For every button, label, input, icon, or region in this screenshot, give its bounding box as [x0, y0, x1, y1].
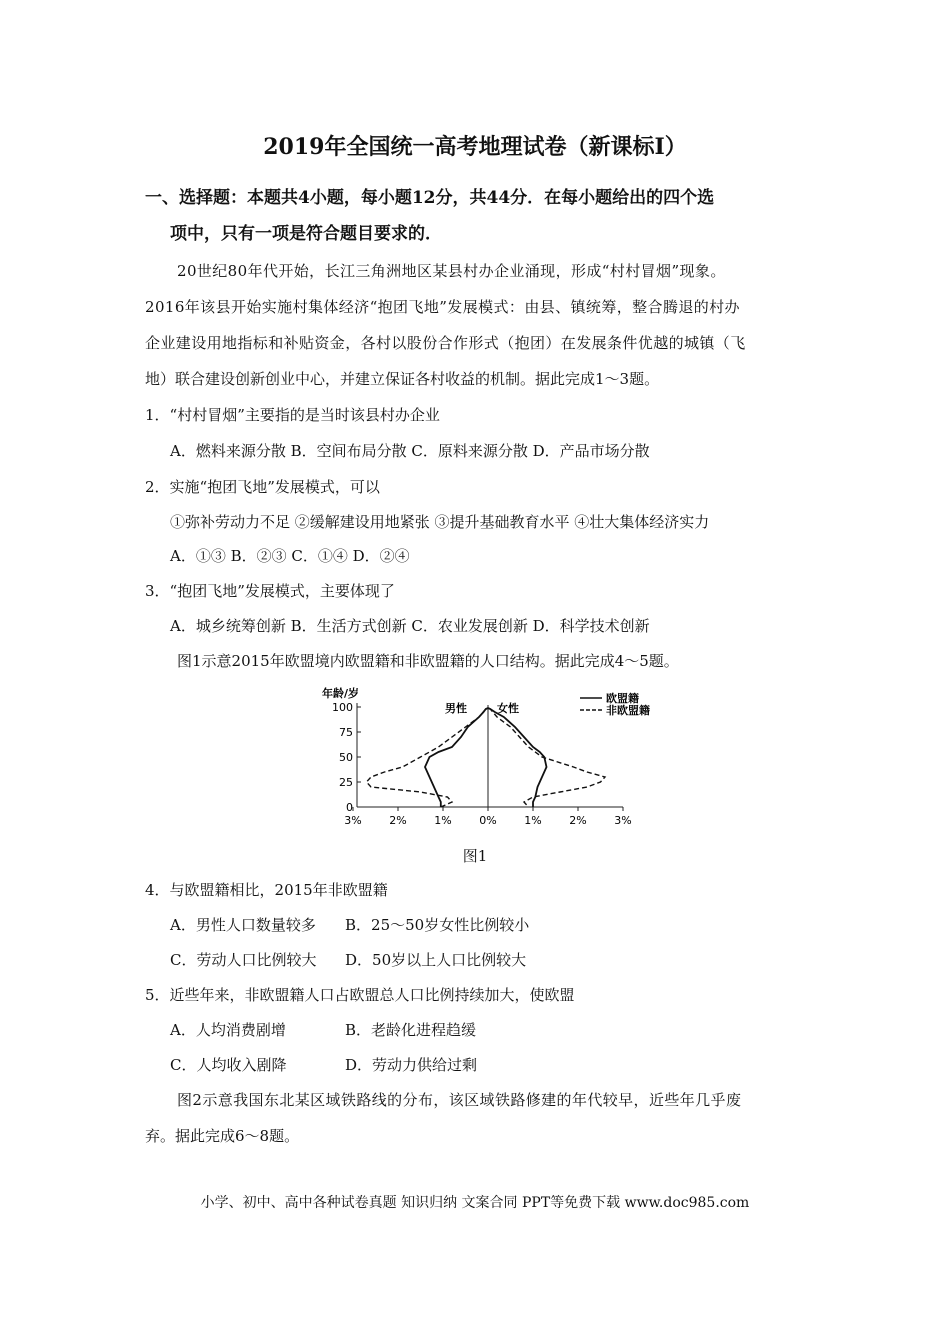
question-1-stem: 1．“村村冒烟”主要指的是当时该县村办企业	[145, 406, 440, 424]
x-tick-label: 0%	[479, 814, 497, 827]
x-tick-label: 3%	[614, 814, 632, 827]
y-axis-label: 年龄/岁	[322, 687, 360, 700]
question-4-option-c: C．劳动人口比例较大	[170, 951, 317, 969]
passage3-line2: 弃。据此完成6～8题。	[145, 1127, 300, 1145]
y-tick-label: 50	[339, 751, 353, 764]
question-5-option-a: A．人均消费剧增	[170, 1021, 286, 1039]
female-label: 女性	[497, 702, 519, 715]
legend-label: 欧盟籍	[606, 692, 639, 705]
x-tick-label: 2%	[569, 814, 587, 827]
question-4-option-a: A．男性人口数量较多	[170, 916, 316, 934]
question-2-stem: 2．实施“抱团飞地”发展模式，可以	[145, 478, 380, 496]
question-5-option-b: B．老龄化进程趋缓	[345, 1021, 477, 1039]
question-2-options: A．①③ B．②③ C．①④ D．②④	[170, 547, 410, 565]
question-5-option-c: C．人均收入剧降	[170, 1056, 287, 1074]
question-2-items: ①弥补劳动力不足 ②缓解建设用地紧张 ③提升基础教育水平 ④壮大集体经济实力	[170, 513, 710, 531]
question-5-option-d: D．劳动力供给过剩	[345, 1056, 478, 1074]
page-title: 2019年全国统一高考地理试卷（新课标Ⅰ）	[263, 134, 687, 160]
question-4-option-b: B．25～50岁女性比例较小	[345, 916, 530, 934]
y-tick-label: 100	[332, 701, 353, 714]
question-1-options: A．燃料来源分散 B．空间布局分散 C．原料来源分散 D．产品市场分散	[170, 442, 650, 460]
y-tick-label: 25	[339, 776, 353, 789]
passage1-line4: 地）联合建设创新创业中心，并建立保证各村收益的机制。据此完成1～3题。	[145, 370, 660, 388]
population-pyramid-chart	[300, 680, 670, 830]
section-heading-line2: 项中，只有一项是符合题目要求的．	[170, 224, 442, 244]
passage1-line3: 企业建设用地指标和补贴资金，各村以股份合作形式（抱团）在发展条件优越的城镇（飞	[145, 334, 746, 352]
passage1-line1: 20世纪80年代开始，长江三角洲地区某县村办企业涌现，形成“村村冒烟”现象。	[177, 262, 726, 280]
x-tick-label: 2%	[389, 814, 407, 827]
section-heading-line1: 一、选择题：本题共4小题，每小题12分，共44分．在每小题给出的四个选	[145, 188, 715, 208]
figure-1-caption: 图1	[462, 847, 488, 865]
passage3-line1: 图2示意我国东北某区域铁路线的分布，该区域铁路修建的年代较早，近些年几乎废	[177, 1091, 742, 1109]
y-tick-label: 75	[339, 726, 353, 739]
male-label: 男性	[445, 702, 467, 715]
series-line-non-eu	[367, 708, 606, 807]
question-5-stem: 5．近些年来，非欧盟籍人口占欧盟总人口比例持续加大，使欧盟	[145, 986, 575, 1004]
passage1-line2: 2016年该县开始实施村集体经济“抱团飞地”发展模式：由县、镇统筹，整合腾退的村办	[145, 298, 740, 316]
x-tick-label: 1%	[434, 814, 452, 827]
question-3-options: A．城乡统筹创新 B．生活方式创新 C．农业发展创新 D．科学技术创新	[170, 617, 650, 635]
y-tick-label: 0	[346, 801, 353, 814]
question-4-option-d: D．50岁以上人口比例较大	[345, 951, 527, 969]
x-tick-label: 1%	[524, 814, 542, 827]
passage2: 图1示意2015年欧盟境内欧盟籍和非欧盟籍的人口结构。据此完成4～5题。	[177, 652, 679, 670]
question-4-stem: 4．与欧盟籍相比，2015年非欧盟籍	[145, 881, 388, 899]
series-line-eu	[425, 708, 547, 807]
question-3-stem: 3．“抱团飞地”发展模式，主要体现了	[145, 582, 395, 600]
legend-label: 非欧盟籍	[606, 704, 650, 717]
page-footer: 小学、初中、高中各种试卷真题 知识归纳 文案合同 PPT等免费下载 www.doc985.com	[200, 1195, 750, 1211]
x-tick-label: 3%	[344, 814, 362, 827]
